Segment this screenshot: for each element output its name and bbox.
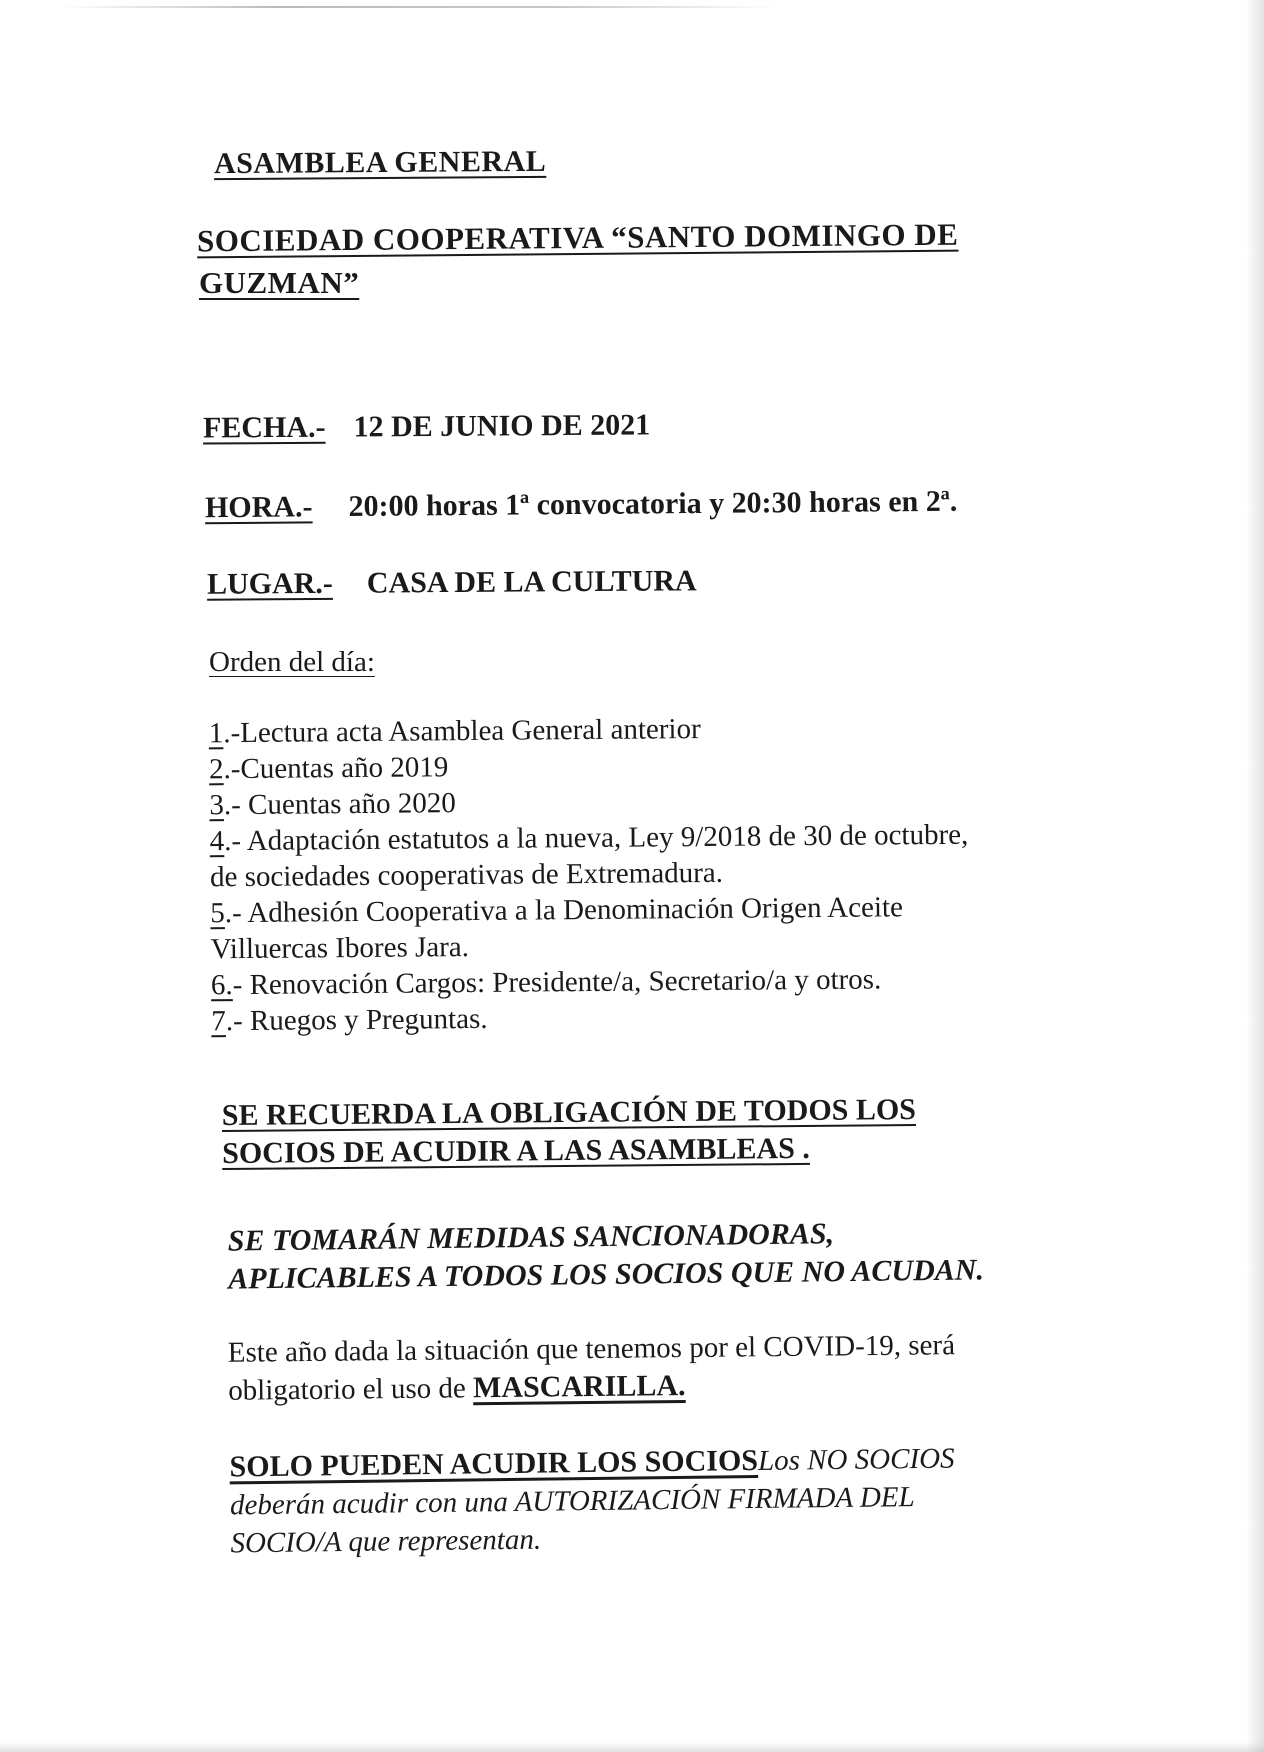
members-line1: SOLO PUEDEN ACUDIR LOS SOCIOSLos NO SOCIOS (229, 1442, 955, 1484)
hora-value: 20:00 horas 1ª convocatoria y 20:30 horas en 2ª. (348, 484, 958, 524)
members-line2: deberán acudir con una AUTORIZACIÓN FIRMADA DEL (229, 1481, 915, 1522)
members-notice (229, 1440, 955, 1563)
lugar-label: LUGAR.- (206, 566, 333, 601)
reminder-notice (222, 1091, 917, 1173)
agenda-item: 3.- Cuentas año 2020 (209, 787, 456, 822)
lugar-value: CASA DE LA CULTURA (366, 564, 697, 600)
agenda-item: 4.- Adaptación estatutos a la nueva, Ley 9/2018 de 30 de octubre, (209, 818, 969, 858)
agenda-item: 6.- Renovación Cargos: Presidente/a, Secretario/a y otros. (210, 963, 882, 1002)
members-line3: SOCIO/A que representan. (230, 1523, 542, 1560)
scan-edge-right (1246, 0, 1264, 1752)
fecha-label: FECHA.- (202, 410, 326, 445)
scan-edge-top (60, 6, 780, 8)
members-only-label: SOLO PUEDEN ACUDIR LOS SOCIOS (229, 1443, 759, 1484)
sanction-notice (228, 1213, 985, 1298)
covid-line2: obligatorio el uso de MASCARILLA. (228, 1369, 686, 1407)
reminder-line2: SOCIOS DE ACUDIR A LAS ASAMBLEAS . (222, 1131, 810, 1171)
mascarilla-label: MASCARILLA. (472, 1369, 686, 1405)
sanction-line2: APLICABLES A TODOS LOS SOCIOS QUE NO ACUDAN. (228, 1253, 985, 1296)
agenda-item: Villuercas Ibores Jara. (210, 931, 470, 966)
cooperative-name-line2: GUZMAN” (199, 265, 360, 300)
agenda-title: Orden del día: (209, 646, 375, 678)
agenda-list (209, 709, 970, 1040)
covid-line1: Este año dada la situación que tenemos por el COVID-19, será (227, 1329, 956, 1369)
agenda-item: 7.- Ruegos y Preguntas. (211, 1002, 488, 1038)
reminder-line1: SE RECUERDA LA OBLIGACIÓN DE TODOS LOS (221, 1092, 917, 1133)
fecha-row (203, 408, 650, 445)
covid-notice (228, 1326, 956, 1410)
agenda-item: de sociedades cooperativas de Extremadura. (209, 856, 724, 894)
hora-label: HORA.- (204, 490, 313, 525)
agenda-item: 2.-Cuentas año 2019 (208, 751, 449, 786)
agenda-item: 5.- Adhesión Cooperativa a la Denominación Origen Aceite (210, 891, 904, 930)
hora-row (205, 485, 958, 526)
sanction-line1: SE TOMARÁN MEDIDAS SANCIONADORAS, (227, 1217, 835, 1258)
scan-edge-bottom (0, 1742, 1264, 1752)
lugar-row (207, 564, 697, 601)
document-title: ASAMBLEA GENERAL (213, 144, 547, 181)
fecha-value: 12 DE JUNIO DE 2021 (353, 408, 651, 444)
agenda-item: 1.-Lectura acta Asamblea General anterior (208, 713, 701, 750)
cooperative-name-line1: SOCIEDAD COOPERATIVA “SANTO DOMINGO DE (196, 216, 959, 259)
